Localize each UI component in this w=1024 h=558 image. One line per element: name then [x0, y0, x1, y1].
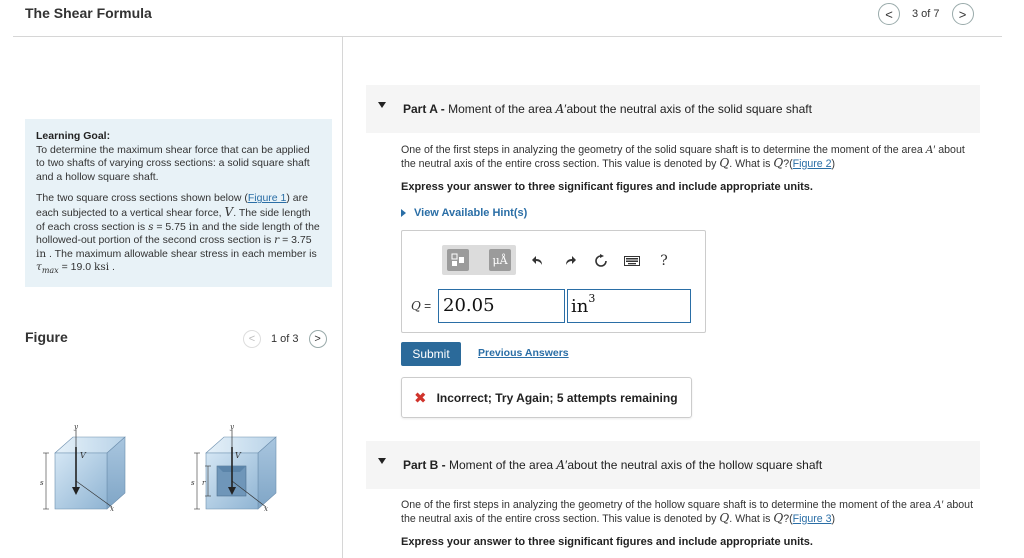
- units-template-button[interactable]: μÅ: [489, 249, 511, 271]
- hint-expand-icon: [401, 209, 406, 217]
- redo-icon[interactable]: [560, 251, 580, 271]
- figure-prev-button[interactable]: <: [243, 330, 261, 348]
- hollow-x-axis-label: x: [264, 505, 268, 513]
- answer-value-input[interactable]: 20.05: [438, 289, 565, 323]
- solid-shear-label: V: [80, 451, 86, 460]
- learning-goal-heading: Learning Goal:: [36, 130, 111, 142]
- reset-icon[interactable]: [591, 251, 611, 271]
- q-label: Q =: [411, 299, 432, 313]
- solid-side-label: s: [40, 479, 44, 487]
- part-a-header[interactable]: Part A - Moment of the area A′about the neutral axis of the solid square shaft: [366, 85, 980, 133]
- submit-button[interactable]: Submit: [401, 342, 461, 366]
- hollow-inner-label: r: [202, 479, 206, 487]
- view-hints-link[interactable]: View Available Hint(s): [401, 207, 527, 219]
- solid-y-axis-label: y: [74, 425, 78, 431]
- figure-next-button[interactable]: >: [309, 330, 327, 348]
- figure-pager: [243, 329, 327, 349]
- column-divider: [342, 37, 343, 558]
- prev-page-button[interactable]: <: [878, 3, 900, 25]
- page-indicator: 3 of 7: [912, 8, 940, 20]
- figure-page-indicator: 1 of 3: [271, 333, 299, 345]
- part-b-description: One of the first steps in analyzing the geometry of the hollow square shaft is to determine the moment of the area A′ about the neutral axis of the entire cross section. This value is denoted by Q. What is Q?(Figure 3): [401, 499, 974, 525]
- figure-2-link[interactable]: Figure 2: [792, 157, 832, 170]
- learning-goal-text: To determine the maximum shear force that can be applied to two shafts of varying cross sections: a solid square shaft and a hollow square shaft.: [36, 143, 310, 183]
- answer-unit-input[interactable]: $in^3$: [567, 289, 691, 323]
- incorrect-x-icon: ✖: [414, 389, 427, 407]
- template-group: [442, 245, 516, 275]
- hollow-shaft-drawing: [194, 430, 276, 509]
- figure-1-link[interactable]: Figure 1: [247, 192, 287, 205]
- page-title: The Shear Formula: [25, 5, 152, 21]
- part-a-description: One of the first steps in analyzing the geometry of the solid square shaft is to determine the moment of the area A′ about the neutral axis of the entire cross section. This value is denoted by Q. What is Q?(Figure 2): [401, 144, 965, 170]
- figure-3-link[interactable]: Figure 3: [792, 512, 832, 525]
- collapse-triangle-icon[interactable]: [378, 458, 386, 464]
- header-divider: [13, 36, 1002, 37]
- hollow-y-axis-label: y: [230, 425, 234, 431]
- previous-answers-link[interactable]: Previous Answers: [478, 347, 569, 359]
- collapse-triangle-icon[interactable]: [378, 102, 386, 108]
- hollow-shear-label: V: [235, 451, 241, 460]
- answer-panel: [401, 230, 706, 333]
- hollow-side-label: s: [191, 479, 195, 487]
- undo-icon[interactable]: [528, 251, 548, 271]
- keyboard-icon[interactable]: [622, 251, 642, 271]
- figure-label: Figure: [25, 329, 68, 345]
- solid-x-axis-label: x: [110, 505, 114, 513]
- cross-sections-figure: [40, 425, 290, 558]
- help-icon[interactable]: ?: [660, 253, 668, 269]
- math-toolbar: [442, 245, 702, 275]
- part-b-instruction: Express your answer to three significant figures and include appropriate units.: [401, 536, 813, 548]
- learning-goal-box: [25, 119, 332, 287]
- feedback-message: ✖ Incorrect; Try Again; 5 attempts remaining: [401, 377, 692, 418]
- solid-shaft-drawing: [43, 430, 125, 509]
- top-pager: [878, 4, 974, 24]
- fraction-template-button[interactable]: [447, 249, 469, 271]
- part-b-header[interactable]: Part B - Moment of the area A′about the neutral axis of the hollow square shaft: [366, 441, 980, 489]
- next-page-button[interactable]: >: [952, 3, 974, 25]
- problem-statement: The two square cross sections shown below (Figure 1) are each subjected to a vertical shear force, V. The side length of each cross section is s = 5.75 in and the side length of the hollowed-out portion of the second cross section is r = 3.75 in . The maximum allowable shear stress in each member is $\tau_{max} = 19.0$ ksi .: [36, 192, 320, 276]
- part-a-instruction: Express your answer to three significant figures and include appropriate units.: [401, 181, 813, 193]
